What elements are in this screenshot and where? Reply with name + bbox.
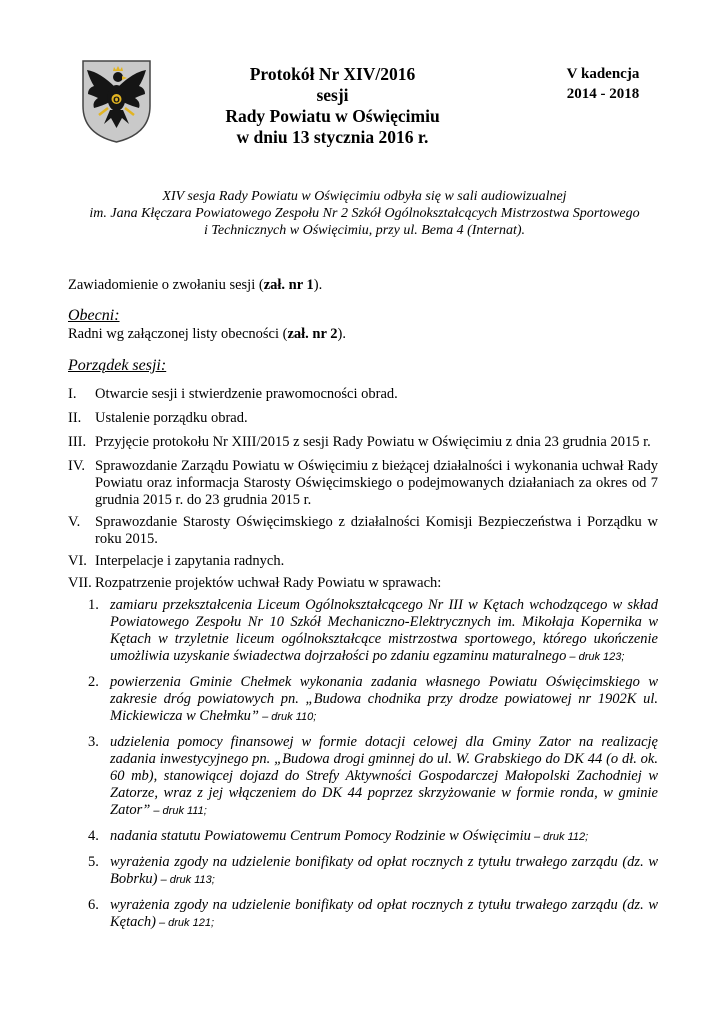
resolution-item xyxy=(88,897,658,932)
agenda-item xyxy=(68,410,658,427)
print-number: – druk 113; xyxy=(157,874,215,886)
agenda-item-text: Interpelacje i zapytania radnych. xyxy=(95,553,285,569)
title-line-date: w dniu 13 stycznia 2016 r. xyxy=(236,127,429,147)
agenda-item-number: IV. xyxy=(68,458,86,474)
agenda-item xyxy=(68,553,658,570)
resolution-number: 5. xyxy=(88,854,99,870)
notice-text: Zawiadomienie o zwołaniu sesji ( xyxy=(68,277,264,293)
coat-of-arms-eagle xyxy=(80,58,153,144)
resolution-text: wyrażenia zgody na udzielenie bonifikaty od opłat rocznych z tytułu trwałego zarządu (dz. w Kętach) xyxy=(110,897,658,930)
agenda-item-text: Ustalenie porządku obrad. xyxy=(95,410,248,426)
attendance-heading: Obecni: xyxy=(68,307,120,324)
agenda-item-number: VII. xyxy=(68,575,92,591)
agenda-item-number: II. xyxy=(68,410,82,426)
agenda-item-number: I. xyxy=(68,386,77,402)
agenda-item xyxy=(68,575,658,592)
intro-line: i Technicznych w Oświęcimiu, przy ul. Bema 4 (Internat). xyxy=(203,223,526,238)
resolution-item xyxy=(88,674,658,726)
intro-paragraph xyxy=(62,188,667,239)
attendance-end: ). xyxy=(337,326,346,342)
term-years: 2014 - 2018 xyxy=(566,86,640,102)
agenda-item-text: Sprawozdanie Zarządu Powiatu w Oświęcimiu z bieżącej działalności i wykonania uchwał Rady Powiatu oraz informacja Starosty Oświęcimskiego o podejmowanych działaniach za okres od 7 grudnia 2015 r. do 23 grudnia 2015 r. xyxy=(95,458,658,508)
resolution-number: 2. xyxy=(88,674,99,690)
print-number: – druk 112; xyxy=(530,831,589,843)
term-label: V kadencja xyxy=(566,66,640,82)
protocol-title xyxy=(200,64,465,148)
svg-text:O: O xyxy=(113,95,120,105)
intro-line: XIV sesja Rady Powiatu w Oświęcimiu odbyła się w sali audiowizualnej xyxy=(162,189,567,204)
agenda-item-text: Sprawozdanie Starosty Oświęcimskiego z działalności Komisji Bezpieczeństwa i Porządku w roku 2015. xyxy=(95,514,658,547)
agenda-item-number: VI. xyxy=(68,553,87,569)
agenda-item xyxy=(68,514,658,548)
resolution-text: wyrażenia zgody na udzielenie bonifikaty od opłat rocznych z tytułu trwałego zarządu (dz. w Bobrku) xyxy=(110,854,658,887)
resolution-number: 1. xyxy=(88,597,99,613)
agenda-item-text: Przyjęcie protokołu Nr XIII/2015 z sesji Rady Powiatu w Oświęcimiu z dnia 23 grudnia 2015 r. xyxy=(95,434,651,450)
intro-line: im. Jana Kłęczara Powiatowego Zespołu Nr 2 Szkół Ogólnokształcących Mistrzostwa Sportowego xyxy=(89,206,640,221)
resolution-text: udzielenia pomocy finansowej w formie dotacji celowej dla Gminy Zator na realizację zadania inwestycyjnego pn. „Budowa drogi gminnej do ul. W. Grabskiego do DK 44 (o dł. ok. 60 mb), stanowiącej dojazd do Strefy Aktywności Gospodarczej Małopolski Zachodniej w Zatorze, wraz z jej włączeniem do DK 44 poprzez skrzyżowanie w formie ronda, w gminie Zator” xyxy=(110,734,658,818)
notice-attachment-ref: zał. nr 1 xyxy=(263,277,314,293)
resolution-item xyxy=(88,597,658,666)
notice-end: ). xyxy=(313,277,323,293)
attendance-attachment-ref: zał. nr 2 xyxy=(287,326,338,342)
agenda-item-number: III. xyxy=(68,434,87,450)
agenda-item xyxy=(68,434,658,451)
print-number: – druk 111; xyxy=(150,805,207,817)
title-line-council: Rady Powiatu w Oświęcimiu xyxy=(225,106,440,126)
print-number: – druk 123; xyxy=(566,651,625,663)
agenda-item xyxy=(68,458,658,509)
resolution-list xyxy=(88,597,658,932)
resolution-number: 3. xyxy=(88,734,99,750)
attendance-text xyxy=(68,325,346,343)
agenda-item xyxy=(68,386,658,403)
resolution-text: nadania statutu Powiatowemu Centrum Pomocy Rodzinie w Oświęcimiu xyxy=(110,828,531,844)
print-number: – druk 121; xyxy=(155,917,214,929)
resolution-item xyxy=(88,828,658,846)
print-number: – druk 110; xyxy=(259,711,317,723)
agenda-item-text: Rozpatrzenie projektów uchwał Rady Powiatu w sprawach: xyxy=(95,575,442,591)
term-box xyxy=(548,64,658,104)
agenda-item-number: V. xyxy=(68,514,81,530)
session-notice xyxy=(68,276,322,294)
title-line-number: Protokół Nr XIV/2016 xyxy=(249,64,416,84)
agenda-list xyxy=(68,386,658,940)
resolution-number: 6. xyxy=(88,897,99,913)
agenda-heading: Porządek sesji: xyxy=(68,357,167,374)
attendance-label: Radni wg załączonej listy obecności ( xyxy=(68,326,288,342)
title-line-session: sesji xyxy=(316,85,349,105)
resolution-number: 4. xyxy=(88,828,99,844)
resolution-item xyxy=(88,854,658,889)
resolution-text: zamiaru przekształcenia Liceum Ogólnokształcącego Nr III w Kętach wchodzącego w skład Powiatowego Zespołu Nr 10 Szkół Mechaniczno-Elektrycznych im. Mikołaja Kopernika w Kętach w trzyletnie liceum ogólnokształcące mistrzostwa sportowego, którego ukończenie umożliwia uzyskanie świadectwa dojrzałości po zdaniu egzaminu maturalnego xyxy=(110,597,658,664)
resolution-text: powierzenia Gminie Chełmek wykonania zadania własnego Powiatu Oświęcimskiego w zakresie dróg powiatowych pn. „Budowa chodnika przy drodze powiatowej nr 1902K ul. Mickiewicza w Chełmku” xyxy=(110,674,658,724)
attendance-section xyxy=(68,307,346,343)
agenda-item-text: Otwarcie sesji i stwierdzenie prawomocności obrad. xyxy=(95,386,398,402)
resolution-item xyxy=(88,734,658,820)
